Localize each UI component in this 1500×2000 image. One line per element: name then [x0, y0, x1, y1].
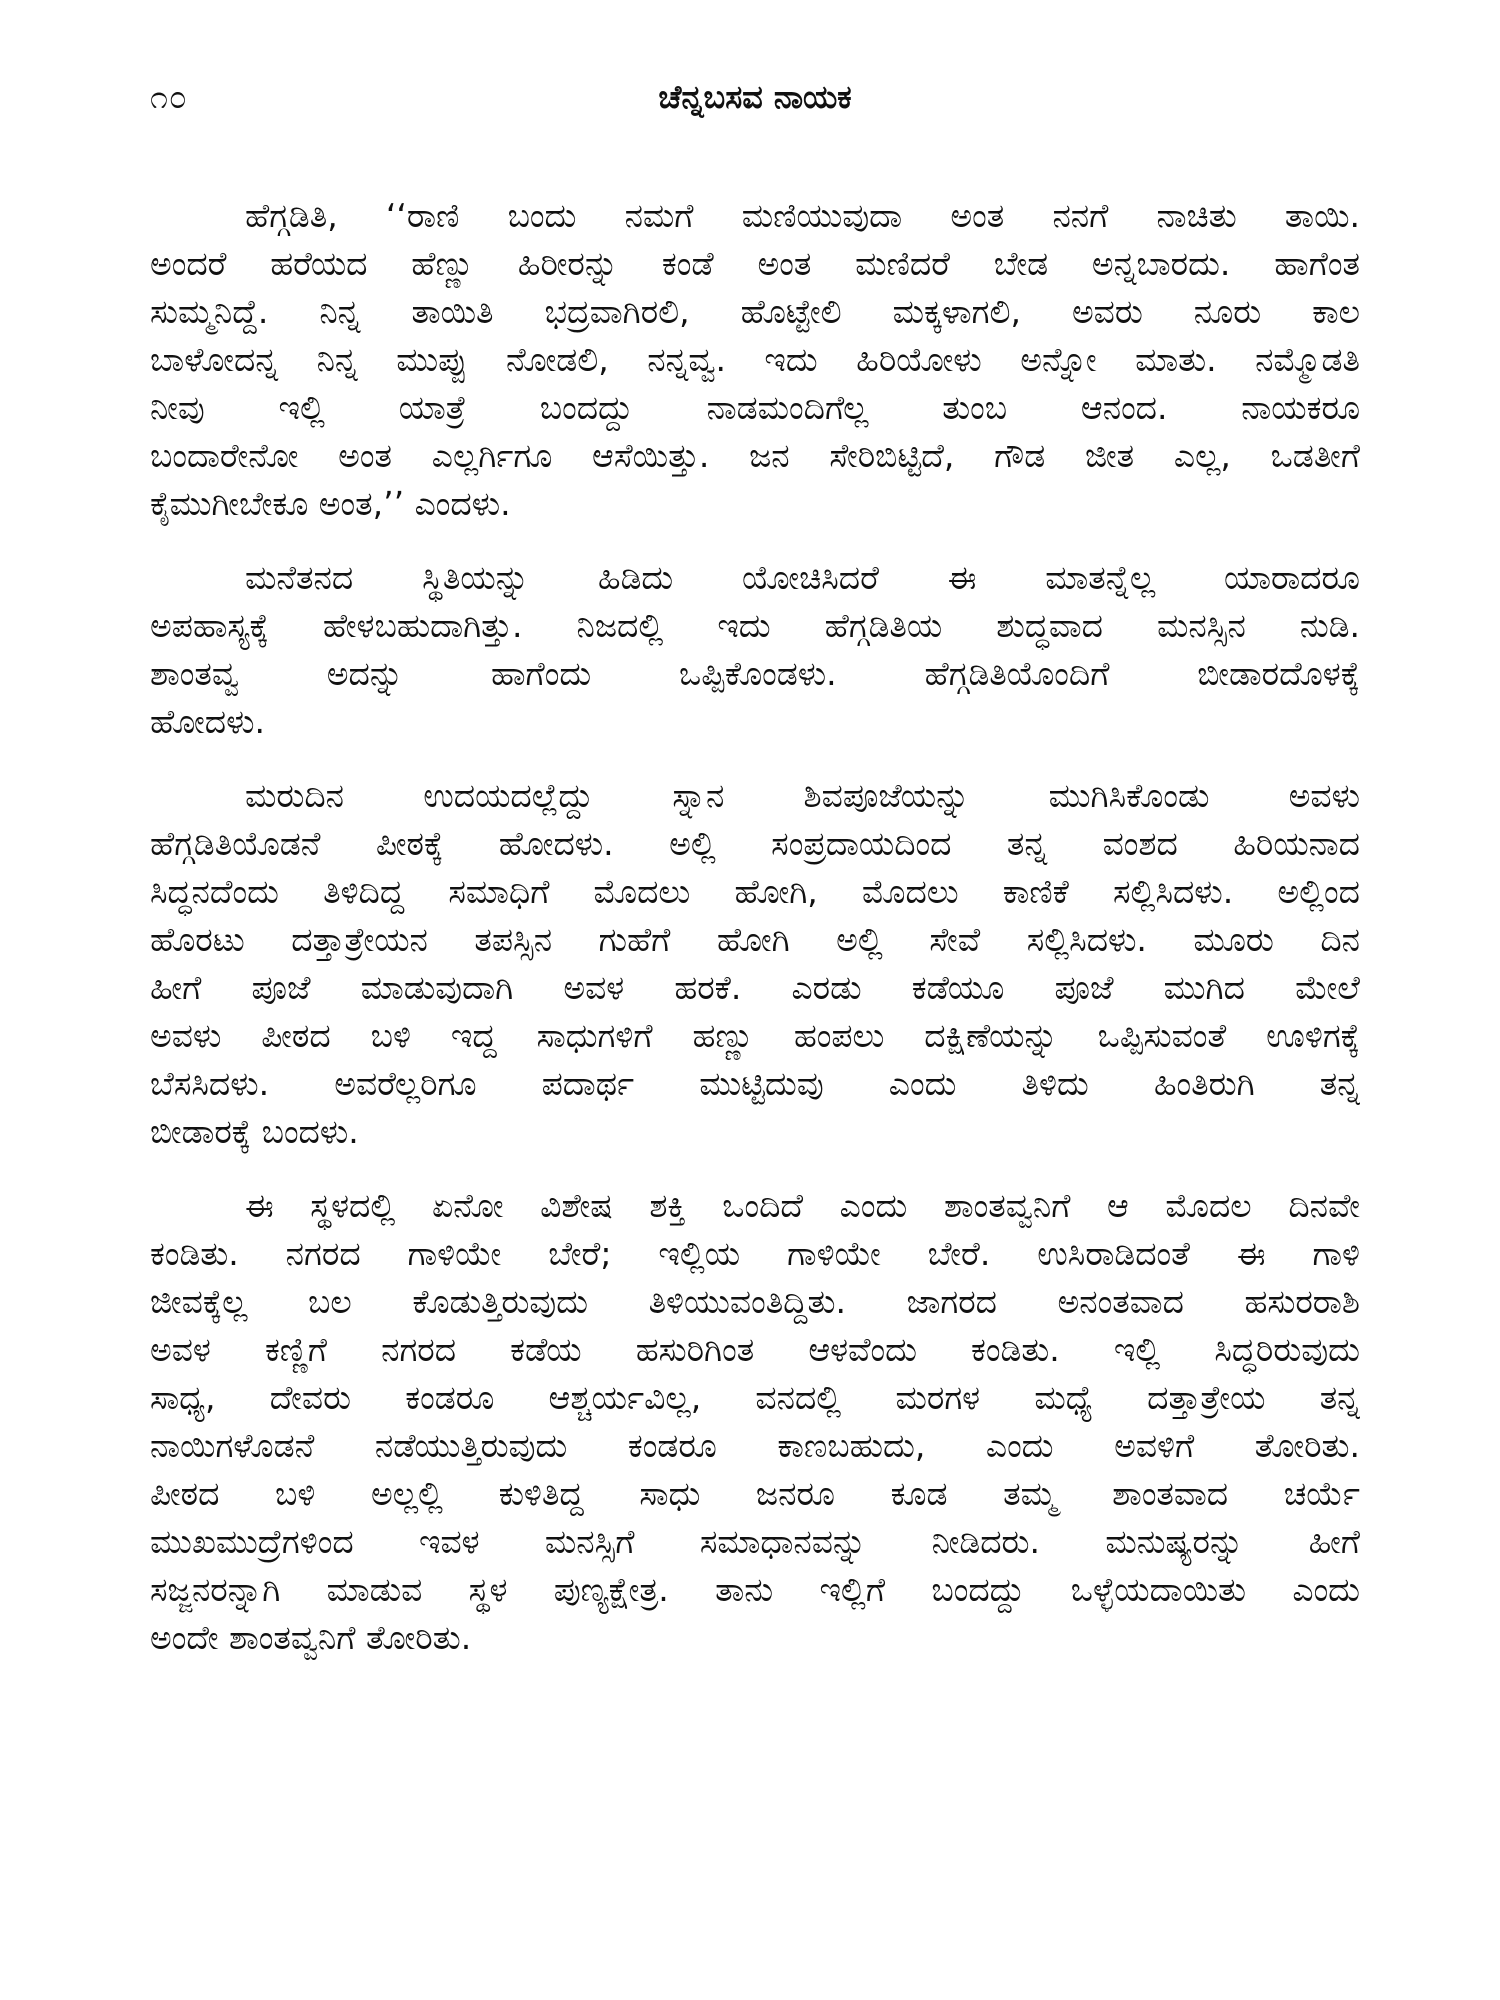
text-line: ಅಂದರೆ ಹರೆಯದ ಹೆಣ್ಣು ಹಿರೀರನ್ನು ಕಂಡೆ ಅಂತ ಮಣಿದರೆ ಬೇಡ ಅನ್ನಬಾರದು. ಹಾಗೆಂತ	[150, 244, 1360, 283]
page-header	[150, 78, 1360, 138]
paragraph-3	[150, 772, 1360, 1156]
text-line: ಹೊರಟು ದತ್ತಾತ್ರೇಯನ ತಪಸ್ಸಿನ ಗುಹೆಗೆ ಹೋಗಿ ಅಲ್ಲಿ ಸೇವೆ ಸಲ್ಲಿಸಿದಳು. ಮೂರು ದಿನ	[150, 920, 1360, 959]
text-line: ಅವಳು ಪೀಠದ ಬಳಿ ಇದ್ದ ಸಾಧುಗಳಿಗೆ ಹಣ್ಣು ಹಂಪಲು ದಕ್ಷಿಣೆಯನ್ನು ಒಪ್ಪಿಸುವಂತೆ ಊಳಿಗಕ್ಕೆ	[150, 1016, 1360, 1055]
text-line: ಅಂದೇ ಶಾಂತವ್ವನಿಗೆ ತೋರಿತು.	[150, 1618, 472, 1657]
paragraph-2	[150, 554, 1360, 746]
text-line: ಹೆಗ್ಗಡಿತಿ, ‘‘ರಾಣಿ ಬಂದು ನಮಗೆ ಮಣಿಯುವುದಾ ಅಂತ ನನಗೆ ನಾಚಿತು ತಾಯಿ.	[245, 196, 1360, 235]
text-line: ಪೀಠದ ಬಳಿ ಅಲ್ಲಲ್ಲಿ ಕುಳಿತಿದ್ದ ಸಾಧು ಜನರೂ ಕೂಡ ತಮ್ಮ ಶಾಂತವಾದ ಚರ್ಯೆ	[150, 1474, 1360, 1513]
text-line: ಮನೆತನದ ಸ್ಥಿತಿಯನ್ನು ಹಿಡಿದು ಯೋಚಿಸಿದರೆ ಈ ಮಾತನ್ನೆಲ್ಲ ಯಾರಾದರೂ	[245, 558, 1360, 597]
text-line: ಕಂಡಿತು. ನಗರದ ಗಾಳಿಯೇ ಬೇರೆ; ಇಲ್ಲಿಯ ಗಾಳಿಯೇ ಬೇರೆ. ಉಸಿರಾಡಿದಂತೆ ಈ ಗಾಳಿ	[150, 1234, 1360, 1273]
text-line: ನಾಯಿಗಳೊಡನೆ ನಡೆಯುತ್ತಿರುವುದು ಕಂಡರೂ ಕಾಣಬಹುದು, ಎಂದು ಅವಳಿಗೆ ತೋರಿತು.	[150, 1426, 1360, 1465]
page-number: ೧೦	[150, 78, 188, 116]
text-line: ಸಾಧ್ಯ, ದೇವರು ಕಂಡರೂ ಆಶ್ಚರ್ಯವಿಲ್ಲ, ವನದಲ್ಲಿ ಮರಗಳ ಮಧ್ಯೆ ದತ್ತಾತ್ರೇಯ ತನ್ನ	[150, 1378, 1360, 1417]
text-line: ಹೋದಳು.	[150, 702, 265, 741]
text-line: ನೀವು ಇಲ್ಲಿ ಯಾತ್ರೆ ಬಂದದ್ದು ನಾಡಮಂದಿಗೆಲ್ಲ ತುಂಬ ಆನಂದ. ನಾಯಕರೂ	[150, 388, 1360, 427]
text-line: ಅವಳ ಕಣ್ಣಿಗೆ ನಗರದ ಕಡೆಯ ಹಸುರಿಗಿಂತ ಆಳವೆಂದು ಕಂಡಿತು. ಇಲ್ಲಿ ಸಿದ್ಧರಿರುವುದು	[150, 1330, 1360, 1369]
text-line: ಬಂದಾರೇನೋ ಅಂತ ಎಲ್ಲರ್ಗಿಗೂ ಆಸೆಯಿತ್ತು. ಜನ ಸೇರಿಬಿಟ್ಟಿದೆ, ಗೌಡ ಜೀತ ಎಲ್ಲ, ಒಡತೀಗೆ	[150, 436, 1360, 475]
text-line: ಕೈಮುಗೀಬೇಕೂ ಅಂತ,’’ ಎಂದಳು.	[150, 484, 511, 523]
paragraph-1	[150, 192, 1360, 528]
text-line: ಜೀವಕ್ಕೆಲ್ಲ ಬಲ ಕೊಡುತ್ತಿರುವುದು ತಿಳಿಯುವಂತಿದ್ದಿತು. ಜಾಗರದ ಅನಂತವಾದ ಹಸುರರಾಶಿ	[150, 1282, 1360, 1321]
text-line: ಅಪಹಾಸ್ಯಕ್ಕೆ ಹೇಳಬಹುದಾಗಿತ್ತು. ನಿಜದಲ್ಲಿ ಇದು ಹೆಗ್ಗಡಿತಿಯ ಶುದ್ಧವಾದ ಮನಸ್ಸಿನ ನುಡಿ.	[150, 606, 1360, 645]
text-line: ಬೀಡಾರಕ್ಕೆ ಬಂದಳು.	[150, 1112, 359, 1151]
text-line: ಸಜ್ಜನರನ್ನಾಗಿ ಮಾಡುವ ಸ್ಥಳ ಪುಣ್ಯಕ್ಷೇತ್ರ. ತಾನು ಇಲ್ಲಿಗೆ ಬಂದದ್ದು ಒಳ್ಳೆಯದಾಯಿತು ಎಂದು	[150, 1570, 1360, 1609]
text-line: ಹೀಗೆ ಪೂಜೆ ಮಾಡುವುದಾಗಿ ಅವಳ ಹರಕೆ. ಎರಡು ಕಡೆಯೂ ಪೂಜೆ ಮುಗಿದ ಮೇಲೆ	[150, 968, 1360, 1007]
text-line: ಬೆಸಸಿದಳು. ಅವರೆಲ್ಲರಿಗೂ ಪದಾರ್ಥ ಮುಟ್ಟಿದುವು ಎಂದು ತಿಳಿದು ಹಿಂತಿರುಗಿ ತನ್ನ	[150, 1064, 1360, 1103]
body-text	[150, 192, 1360, 1688]
text-line: ಮರುದಿನ ಉದಯದಲ್ಲೆದ್ದು ಸ್ನಾನ ಶಿವಪೂಜೆಯನ್ನು ಮುಗಿಸಿಕೊಂಡು ಅವಳು	[245, 776, 1360, 815]
paragraph-4	[150, 1182, 1360, 1662]
text-line: ಶಾಂತವ್ವ ಅದನ್ನು ಹಾಗೆಂದು ಒಪ್ಪಿಕೊಂಡಳು. ಹೆಗ್ಗಡಿತಿಯೊಂದಿಗೆ ಬೀಡಾರದೊಳಕ್ಕೆ	[150, 654, 1360, 693]
text-line: ಮುಖಮುದ್ರೆಗಳಿಂದ ಇವಳ ಮನಸ್ಸಿಗೆ ಸಮಾಧಾನವನ್ನು ನೀಡಿದರು. ಮನುಷ್ಯರನ್ನು ಹೀಗೆ	[150, 1522, 1360, 1561]
text-line: ಈ ಸ್ಥಳದಲ್ಲಿ ಏನೋ ವಿಶೇಷ ಶಕ್ತಿ ಒಂದಿದೆ ಎಂದು ಶಾಂತವ್ವನಿಗೆ ಆ ಮೊದಲ ದಿನವೇ	[245, 1186, 1360, 1225]
text-line: ಬಾಳೋದನ್ನ ನಿನ್ನ ಮುಪ್ಪು ನೋಡಲಿ, ನನ್ನವ್ವ. ಇದು ಹಿರಿಯೋಳು ಅನ್ನೋ ಮಾತು. ನಮ್ಮೊಡತಿ	[150, 340, 1360, 379]
text-line: ಹೆಗ್ಗಡಿತಿಯೊಡನೆ ಪೀಠಕ್ಕೆ ಹೋದಳು. ಅಲ್ಲಿ ಸಂಪ್ರದಾಯದಿಂದ ತನ್ನ ವಂಶದ ಹಿರಿಯನಾದ	[150, 824, 1360, 863]
book-title: ಚೆನ್ನಬಸವ ನಾಯಕ	[658, 78, 852, 116]
text-line: ಸುಮ್ಮನಿದ್ದೆ. ನಿನ್ನ ತಾಯಿತಿ ಭದ್ರವಾಗಿರಲಿ, ಹೊಟ್ಟೇಲಿ ಮಕ್ಕಳಾಗಲಿ, ಅವರು ನೂರು ಕಾಲ	[150, 292, 1360, 331]
text-line: ಸಿದ್ಧನದೆಂದು ತಿಳಿದಿದ್ದ ಸಮಾಧಿಗೆ ಮೊದಲು ಹೋಗಿ, ಮೊದಲು ಕಾಣಿಕೆ ಸಲ್ಲಿಸಿದಳು. ಅಲ್ಲಿಂದ	[150, 872, 1360, 911]
